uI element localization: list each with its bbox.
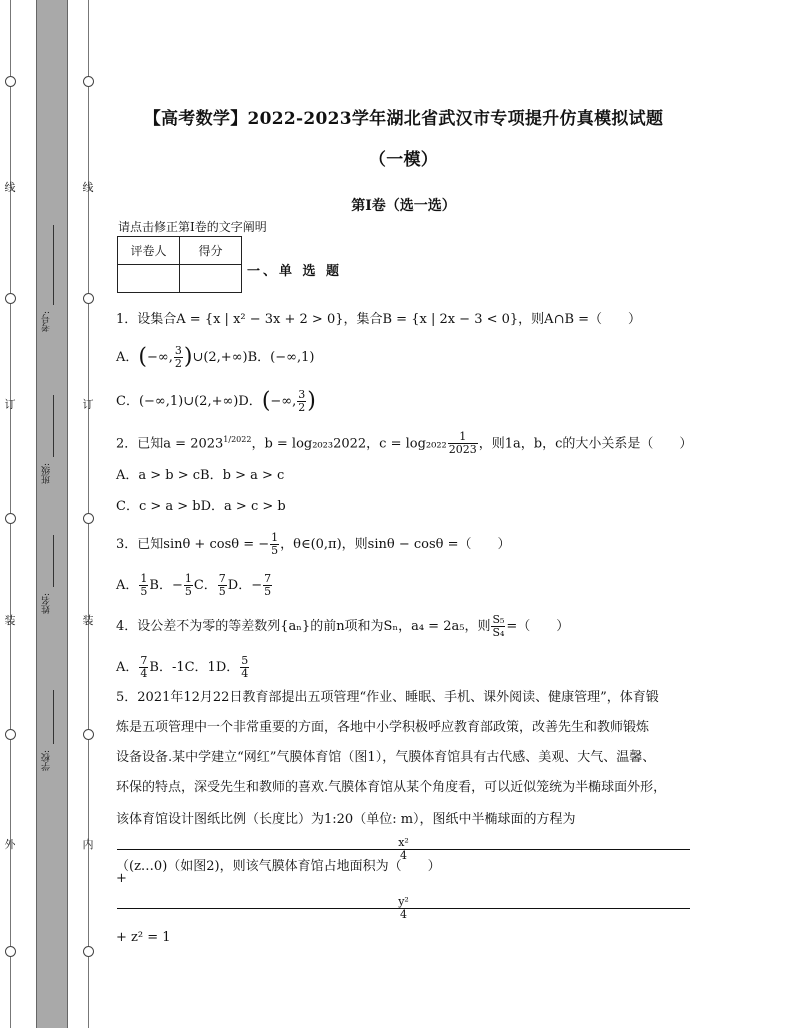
- field-blank-line: [53, 395, 54, 457]
- punch-hole: [83, 76, 94, 87]
- question-1-options-cd: C．(−∞,1)∪(2,+∞)D．(−∞, $\frac{3}{2}$ ): [116, 388, 316, 414]
- instruction-text: 请点击修正第I卷的文字阐明: [118, 220, 267, 234]
- punch-hole: [5, 513, 16, 524]
- class-field[interactable]: [42, 395, 58, 505]
- grader-cell[interactable]: [118, 265, 180, 293]
- question-4-stem: 4．设公差不为零的等差数列{aₙ}的前n项和为Sₙ，a₄ = 2a₅，则 $\frac{\text{S₅}}{\text{S₄}}$ =（ ）: [116, 613, 570, 639]
- question-1-stem: 1．设集合A = {x | x² − 3x + 2 > 0}，集合B = {x | 2x − 3 < 0}，则A∩B =（ ）: [116, 312, 642, 327]
- grading-table: [117, 236, 242, 293]
- punch-hole: [5, 946, 16, 957]
- margin-char-ding: 订: [4, 398, 16, 411]
- q5-line: 5．2021年12月22日教育部提出五项管理“作业、睡眠、手机、课外阅读、健康管理”，体育锻: [116, 690, 659, 705]
- punch-hole: [5, 729, 16, 740]
- punch-hole: [83, 946, 94, 957]
- question-5-last-line: （(z…0)（如图2)，则该气膜体育馆占地面积为（ ）: [116, 859, 441, 874]
- field-blank-line: [53, 535, 54, 587]
- punch-hole: [83, 729, 94, 740]
- page-title: 【高考数学】2022-2023学年湖北省武汉市专项提升仿真模拟试题: [143, 109, 664, 129]
- margin-char-zhuang: 装: [82, 614, 94, 627]
- question-2-stem: 2．已知$a = 2023^{1/2022}$，b = log₂₀₂₃2022，c = log₂₀₂₂ $\frac{1}{2023}$ ，则1a，b，c的大小关系是（ ）: [116, 430, 693, 457]
- question-5-text: [116, 683, 691, 955]
- question-2-options-cd: C．c > a > bD．a > c > b: [116, 499, 286, 514]
- q5-line: 环保的特点，深受先生和教师的喜欢.气膜体育馆从某个角度看，可以近似笼统为半椭球面外形，: [116, 780, 667, 795]
- binding-band: [36, 0, 68, 1028]
- school-field[interactable]: [42, 690, 58, 800]
- question-3-stem: 3．已知sinθ + cosθ = − $\frac{1}{5}$ ，θ∈(0,π)，则sinθ − cosθ =（ ）: [116, 531, 511, 557]
- section-heading: 第I卷（选一选）: [351, 198, 456, 214]
- q5-line: 设备设备.某中学建立“网红”气膜体育馆（图1），气膜体育馆具有古代感、美观、大气、温馨、: [116, 750, 656, 765]
- field-blank-line: [53, 690, 54, 744]
- q5-line-equation: 该体育馆设计图纸比例（长度比）为1:20（单位: m），图纸中半椭球面的方程为 x² 4 + y² 4 + z² = 1: [116, 803, 691, 955]
- field-label: 学校:: [42, 750, 52, 772]
- field-blank-line: [53, 225, 54, 305]
- margin-char-zhuang: 装: [4, 614, 16, 627]
- q5-line: 炼是五项管理中一个非常重要的方面，各地中小学积极呼应教育部政策，改善先生和教师锻炼: [116, 720, 650, 735]
- margin-char-xian: 线: [82, 181, 94, 194]
- punch-hole: [5, 293, 16, 304]
- score-header: 得分: [180, 237, 242, 265]
- punch-hole: [83, 513, 94, 524]
- margin-char-ding: 订: [82, 398, 94, 411]
- question-3-options: A． $\frac{1}{5}$ B．− $\frac{1}{5}$ C． $\frac{7}{5}$ D．− $\frac{7}{5}$: [116, 572, 272, 598]
- margin-char-xian: 线: [4, 181, 16, 194]
- part-heading: 一、单 选 题: [247, 264, 343, 279]
- field-label: 班级:: [42, 463, 52, 485]
- punch-hole: [83, 293, 94, 304]
- question-4-options: A． $\frac{7}{4}$ B．-1C．1D． $\frac{5}{4}$: [116, 654, 249, 680]
- score-cell[interactable]: [180, 265, 242, 293]
- field-label: 考号:: [42, 311, 52, 333]
- margin-char-wai: 外: [4, 838, 16, 851]
- margin-char-nei: 内: [82, 838, 94, 851]
- name-field[interactable]: [42, 535, 58, 645]
- question-2-options-ab: A．a > b > cB．b > a > c: [116, 468, 285, 483]
- grader-header: 评卷人: [118, 237, 180, 265]
- field-label: 姓名:: [42, 593, 52, 615]
- punch-hole: [5, 76, 16, 87]
- question-1-options-ab: A．(−∞, $\frac{3}{2}$ )∪(2,+∞)B．(−∞,1): [116, 344, 315, 370]
- exam-number-field[interactable]: [42, 225, 58, 335]
- page-subtitle: （一模）: [368, 150, 439, 170]
